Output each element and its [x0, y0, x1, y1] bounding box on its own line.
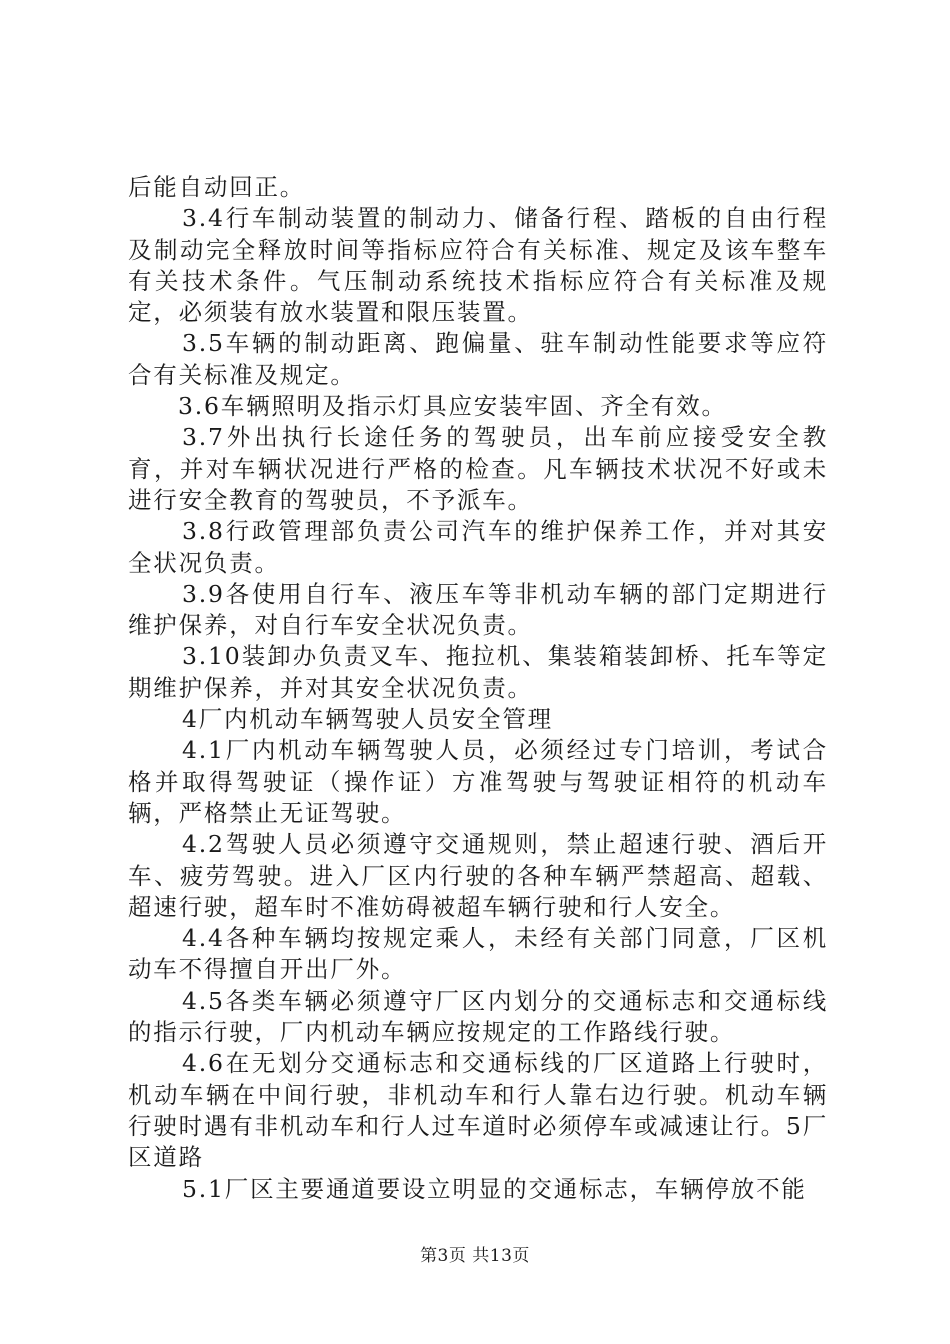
paragraph-3-6: 3.6车辆照明及指示灯具应安装牢固、齐全有效。 — [178, 392, 727, 421]
paragraph-4-2: 4.2驾驶人员必须遵守交通规则，禁止超速行驶、酒后开车、疲劳驾驶。进入厂区内行驶的各种车辆严禁超高、超载、超速行驶，超车时不准妨碍被超车辆行驶和行人安全。 — [128, 830, 828, 921]
section-heading-4: 4厂内机动车辆驾驶人员安全管理 — [182, 705, 553, 734]
paragraph-5-1: 5.1厂区主要通道要设立明显的交通标志，车辆停放不能 — [182, 1174, 807, 1203]
document-body — [128, 172, 828, 1205]
paragraph-3-8: 3.8行政管理部负责公司汽车的维护保养工作，并对其安全状况负责。 — [128, 517, 828, 577]
page-number-label: 第3页 共13页 — [420, 1246, 530, 1266]
paragraph-continuation: 后能自动回正。 — [128, 173, 306, 201]
paragraph-3-10: 3.10装卸办负责叉车、拖拉机、集装箱装卸桥、托车等定期维护保养，并对其安全状况负责。 — [128, 642, 828, 702]
paragraph-3-4: 3.4行车制动装置的制动力、储备行程、踏板的自由行程及制动完全释放时间等指标应符合有关标准、规定及该车整车有关技术条件。气压制动系统技术指标应符合有关标准及规定，必须装有放水装置和限压装置。 — [128, 204, 828, 327]
paragraph-4-5: 4.5各类车辆必须遵守厂区内划分的交通标志和交通标线的指示行驶，厂内机动车辆应按规定的工作路线行驶。 — [128, 986, 828, 1047]
paragraph-4-1: 4.1厂内机动车辆驾驶人员，必须经过专门培训，考试合格并取得驾驶证（操作证）方准驾驶与驾驶证相符的机动车辆，严格禁止无证驾驶。 — [128, 736, 828, 827]
paragraph-3-9: 3.9各使用自行车、液压车等非机动车辆的部门定期进行维护保养，对自行车安全状况负责。 — [128, 579, 828, 640]
paragraph-3-7: 3.7外出执行长途任务的驾驶员，出车前应接受安全教育，并对车辆状况进行严格的检查。凡车辆技术状况不好或未进行安全教育的驾驶员，不予派车。 — [128, 423, 828, 514]
paragraph-4-6: 4.6在无划分交通标志和交通标线的厂区道路上行驶时，机动车辆在中间行驶，非机动车和行人靠右边行驶。机动车辆行驶时遇有非机动车和行人过车道时必须停车或减速让行。5厂区道路 — [128, 1049, 828, 1172]
paragraph-4-4: 4.4各种车辆均按规定乘人，未经有关部门同意，厂区机动车不得擅自开出厂外。 — [128, 924, 828, 984]
page-footer — [0, 1241, 950, 1266]
paragraph-3-5: 3.5车辆的制动距离、跑偏量、驻车制动性能要求等应符合有关标准及规定。 — [128, 329, 828, 389]
